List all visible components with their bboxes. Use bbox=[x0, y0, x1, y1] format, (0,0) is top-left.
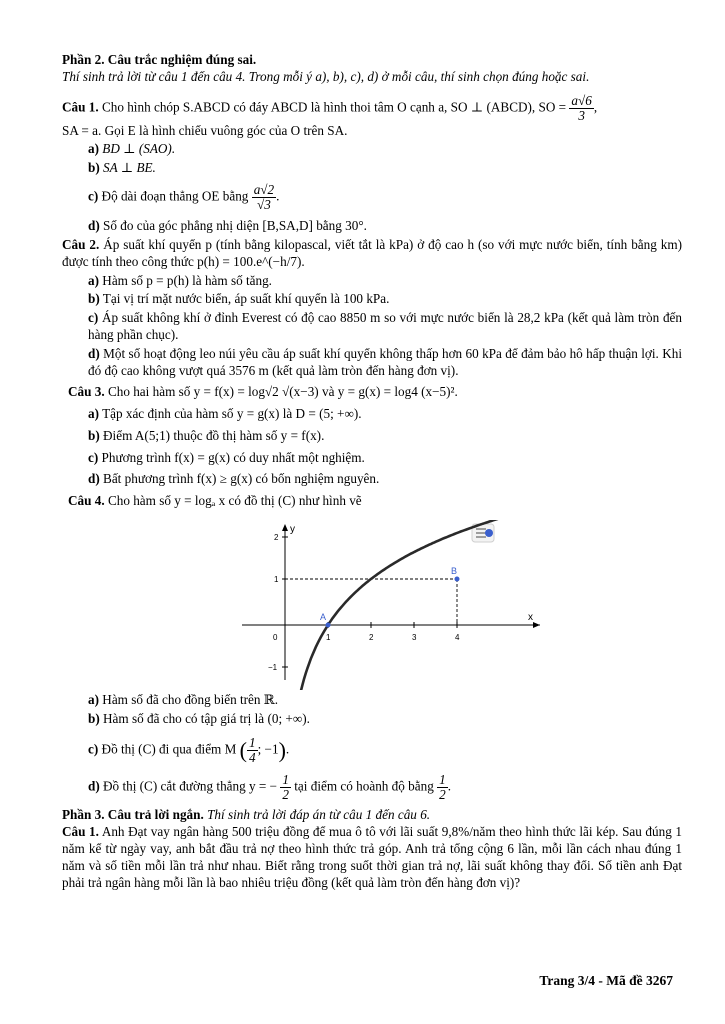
part3-instruction: Thí sinh trả lời đáp án từ câu 1 đến câu 6. bbox=[207, 807, 431, 823]
q4-c-den: 4 bbox=[248, 749, 256, 765]
q2-a-text: Hàm số p = p(h) là hàm số tăng. bbox=[102, 272, 272, 288]
q1-c-fraction bbox=[252, 183, 276, 212]
q3-label: Câu 3. bbox=[68, 383, 105, 399]
q4-d-den1: 2 bbox=[282, 786, 289, 802]
q4-c-label: c) bbox=[88, 741, 99, 757]
q2-item-d bbox=[88, 346, 682, 380]
question-1: Câu 1. Cho hình chóp S.ABCD có đáy ABCD là hình thoi tâm O cạnh a, SO ⊥ (ABCD), SO = $\frac{a√6}{3}$ , bbox=[62, 92, 598, 123]
exam-page bbox=[62, 52, 682, 892]
x-tick-2: 2 bbox=[369, 633, 374, 643]
q1-item-a bbox=[88, 141, 682, 158]
q4-d-den2: 2 bbox=[439, 786, 446, 802]
q3-item-b bbox=[88, 428, 682, 445]
q3-item-c bbox=[88, 450, 682, 467]
q2-c-text: Áp suất không khí ở đỉnh Everest có độ cao 8850 m so với mực nước biển là 28,2 kPa (kết quả làm tròn đến hàng phần chục). bbox=[88, 310, 682, 343]
q1-c-den: √3 bbox=[257, 197, 271, 213]
y-tick-neg1: −1 bbox=[268, 663, 278, 673]
q4-d-label: d) bbox=[88, 778, 100, 794]
x-axis-label: x bbox=[528, 612, 533, 624]
q1-stem-a: Cho hình chóp S.ABCD có đáy ABCD là hình thoi tâm O cạnh a, SO ⊥ (ABCD), SO = bbox=[101, 99, 567, 115]
q2-a-label: a) bbox=[88, 272, 99, 288]
x-tick-4: 4 bbox=[455, 633, 460, 643]
q2-stem: Áp suất khí quyển p (tính bằng kilopascal, viết tắt là kPa) ở độ cao h (so với mực nước biển, tính bằng km) được tính theo công thức p(h) = 100.e^(−h/7). bbox=[62, 236, 682, 269]
q3-item-d bbox=[88, 471, 682, 488]
q2-c-label: c) bbox=[88, 310, 99, 326]
x-tick-3: 3 bbox=[412, 633, 417, 643]
q2-item-b bbox=[88, 291, 682, 308]
q3-a-text: Tập xác định của hàm số y = g(x) là D = (5; +∞). bbox=[102, 405, 362, 421]
q4-d-text-mid: tại điểm có hoành độ bằng bbox=[294, 778, 434, 794]
q1-d-text: Số đo của góc phẳng nhị diện [B,SA,D] bằng 30°. bbox=[103, 217, 367, 233]
q1-so-den: 3 bbox=[578, 107, 585, 123]
q1-a-label: a) bbox=[88, 141, 99, 157]
q1-c-num: a√2 bbox=[253, 182, 275, 198]
q4-c-fraction bbox=[247, 736, 258, 765]
q1-b-text: SA ⊥ BE. bbox=[103, 160, 156, 176]
q4-c-num: 1 bbox=[248, 735, 256, 751]
q4-item-a bbox=[88, 692, 682, 709]
q2-item-a bbox=[88, 273, 682, 290]
log-graph-svg bbox=[240, 520, 570, 690]
q1-b-label: b) bbox=[88, 160, 100, 176]
q4-d-num2: 1 bbox=[439, 771, 446, 787]
q4-d-fraction-1 bbox=[280, 773, 291, 802]
part2-title: Phần 2. Câu trắc nghiệm đúng sai. bbox=[62, 52, 257, 67]
point-a-label: A bbox=[320, 612, 327, 623]
q4-d-fraction-2 bbox=[437, 773, 448, 802]
q2-label: Câu 2. bbox=[62, 236, 100, 252]
q1-d-label: d) bbox=[88, 217, 100, 233]
q2-item-c bbox=[88, 310, 682, 344]
y-tick-2: 2 bbox=[274, 533, 279, 543]
q1-a-text: BD ⊥ (SAO). bbox=[102, 141, 176, 157]
part2-instruction: Thí sinh trả lời từ câu 1 đến câu 4. Trong mỗi ý a), b), c), d) ở mỗi câu, thí sinh chọn đúng hoặc sai. bbox=[62, 68, 590, 84]
p3-q1-text: Anh Đạt vay ngân hàng 500 triệu đồng để mua ô tô với lãi suất 9,8%/năm theo hình thức lãi kép. Sau đúng 1 năm kể từ ngày vay, anh bắt đầu trả nợ theo hình thức trả góp. Anh trả tổng cộng 6 lần, mỗi lần cách nhau đúng 1 năm và số tiền mỗi lần trả như nhau. Biết rằng trong suốt thời gian trả nợ, lãi suất không thay đổi. Số tiền anh Đạt phải trả ngân hàng mỗi lần là bao nhiêu triệu đồng (kết quả làm tròn đến hàng đơn vị)? bbox=[62, 824, 682, 891]
point-a bbox=[326, 623, 331, 628]
q4-b-label: b) bbox=[88, 711, 100, 727]
q3-b-label: b) bbox=[88, 427, 100, 443]
question-4 bbox=[68, 493, 682, 510]
x-axis-arrow bbox=[533, 622, 540, 628]
q4-d-num1: 1 bbox=[282, 771, 289, 787]
q3-c-label: c) bbox=[88, 449, 99, 465]
q2-b-text: Tại vị trí mặt nước biển, áp suất khí quyển là 100 kPa. bbox=[102, 291, 390, 307]
q1-item-c: c) Độ dài đoạn thẳng OE bằng $\frac{a√2}{√3}$ . bbox=[88, 182, 280, 213]
part3-heading bbox=[62, 807, 682, 824]
q2-d-label: d) bbox=[88, 346, 100, 362]
y-axis-arrow bbox=[282, 524, 288, 531]
q4-c-text-pre: Đồ thị (C) đi qua điểm M bbox=[101, 741, 237, 757]
q2-d-text: Một số hoạt động leo núi yêu cầu áp suất khí quyển không thấp hơn 60 kPa để đảm bảo hô hấp thuận lợi. Khi đó độ cao không vượt quá 3576 m (kết quả làm tròn đến hàng đơn vị). bbox=[88, 346, 683, 379]
q4-stem: Cho hàm số y = logₐ x có đồ thị (C) như hình vẽ bbox=[107, 493, 362, 509]
q4-c-text-post: ; −1 bbox=[257, 741, 279, 757]
y-tick-1: 1 bbox=[274, 575, 279, 585]
q1-c-text: Độ dài đoạn thẳng OE bằng bbox=[101, 188, 249, 204]
part3-question-1 bbox=[62, 824, 682, 892]
q3-d-label: d) bbox=[88, 471, 100, 487]
q3-d-text: Bất phương trình f(x) ≥ g(x) có bốn nghiệm nguyên. bbox=[103, 471, 380, 487]
q4-item-b bbox=[88, 711, 682, 728]
page-footer: Trang 3/4 - Mã đề 3267 bbox=[539, 973, 673, 988]
q1-so-fraction bbox=[569, 94, 593, 123]
p3-q1-label: Câu 1. bbox=[62, 824, 99, 840]
q1-item-d bbox=[88, 218, 682, 235]
q1-label: Câu 1. bbox=[62, 99, 99, 115]
question-2 bbox=[62, 237, 682, 271]
q4-item-c: c) Đồ thị (C) đi qua điểm M ( $\frac{1}{4}$ ; −1). bbox=[88, 735, 290, 765]
q4-d-text-pre: Đồ thị (C) cắt đường thẳng y = − bbox=[103, 778, 278, 794]
point-b bbox=[455, 577, 460, 582]
log-curve bbox=[298, 520, 498, 690]
q4-a-text: Hàm số đã cho đồng biến trên ℝ. bbox=[102, 692, 279, 708]
y-axis-label: y bbox=[290, 524, 295, 536]
log-graph bbox=[240, 520, 570, 690]
q1-stem-b: SA = a. Gọi E là hình chiếu vuông góc của O trên SA. bbox=[62, 122, 348, 138]
q1-item-b bbox=[88, 160, 682, 177]
part3-title: Phần 3. Câu trả lời ngắn. bbox=[62, 807, 204, 823]
question-3 bbox=[68, 384, 682, 401]
x-tick-1: 1 bbox=[326, 633, 331, 643]
point-b-label: B bbox=[451, 566, 458, 577]
q3-item-a bbox=[88, 406, 682, 423]
x-tick-0: 0 bbox=[273, 633, 278, 643]
q1-so-num: a√6 bbox=[571, 92, 592, 108]
q3-b-text: Điểm A(5;1) thuộc đồ thị hàm số y = f(x). bbox=[103, 427, 325, 443]
q4-label: Câu 4. bbox=[68, 493, 105, 509]
q3-c-text: Phương trình f(x) = g(x) có duy nhất một nghiệm. bbox=[101, 449, 365, 465]
q4-b-text: Hàm số đã cho có tập giá trị là (0; +∞). bbox=[103, 711, 310, 727]
q1-c-label: c) bbox=[88, 188, 99, 204]
q2-b-label: b) bbox=[88, 291, 100, 307]
q4-item-d: d) Đồ thị (C) cắt đường thẳng y = − $\frac{1}{2}$ tại điểm có hoành độ bằng $\frac{1}{2}$ . bbox=[88, 771, 451, 802]
q3-stem: Cho hai hàm số y = f(x) = log√2 √(x−3) và y = g(x) = log4 (x−5)². bbox=[107, 383, 458, 399]
q4-a-label: a) bbox=[88, 692, 99, 708]
q3-a-label: a) bbox=[88, 405, 99, 421]
